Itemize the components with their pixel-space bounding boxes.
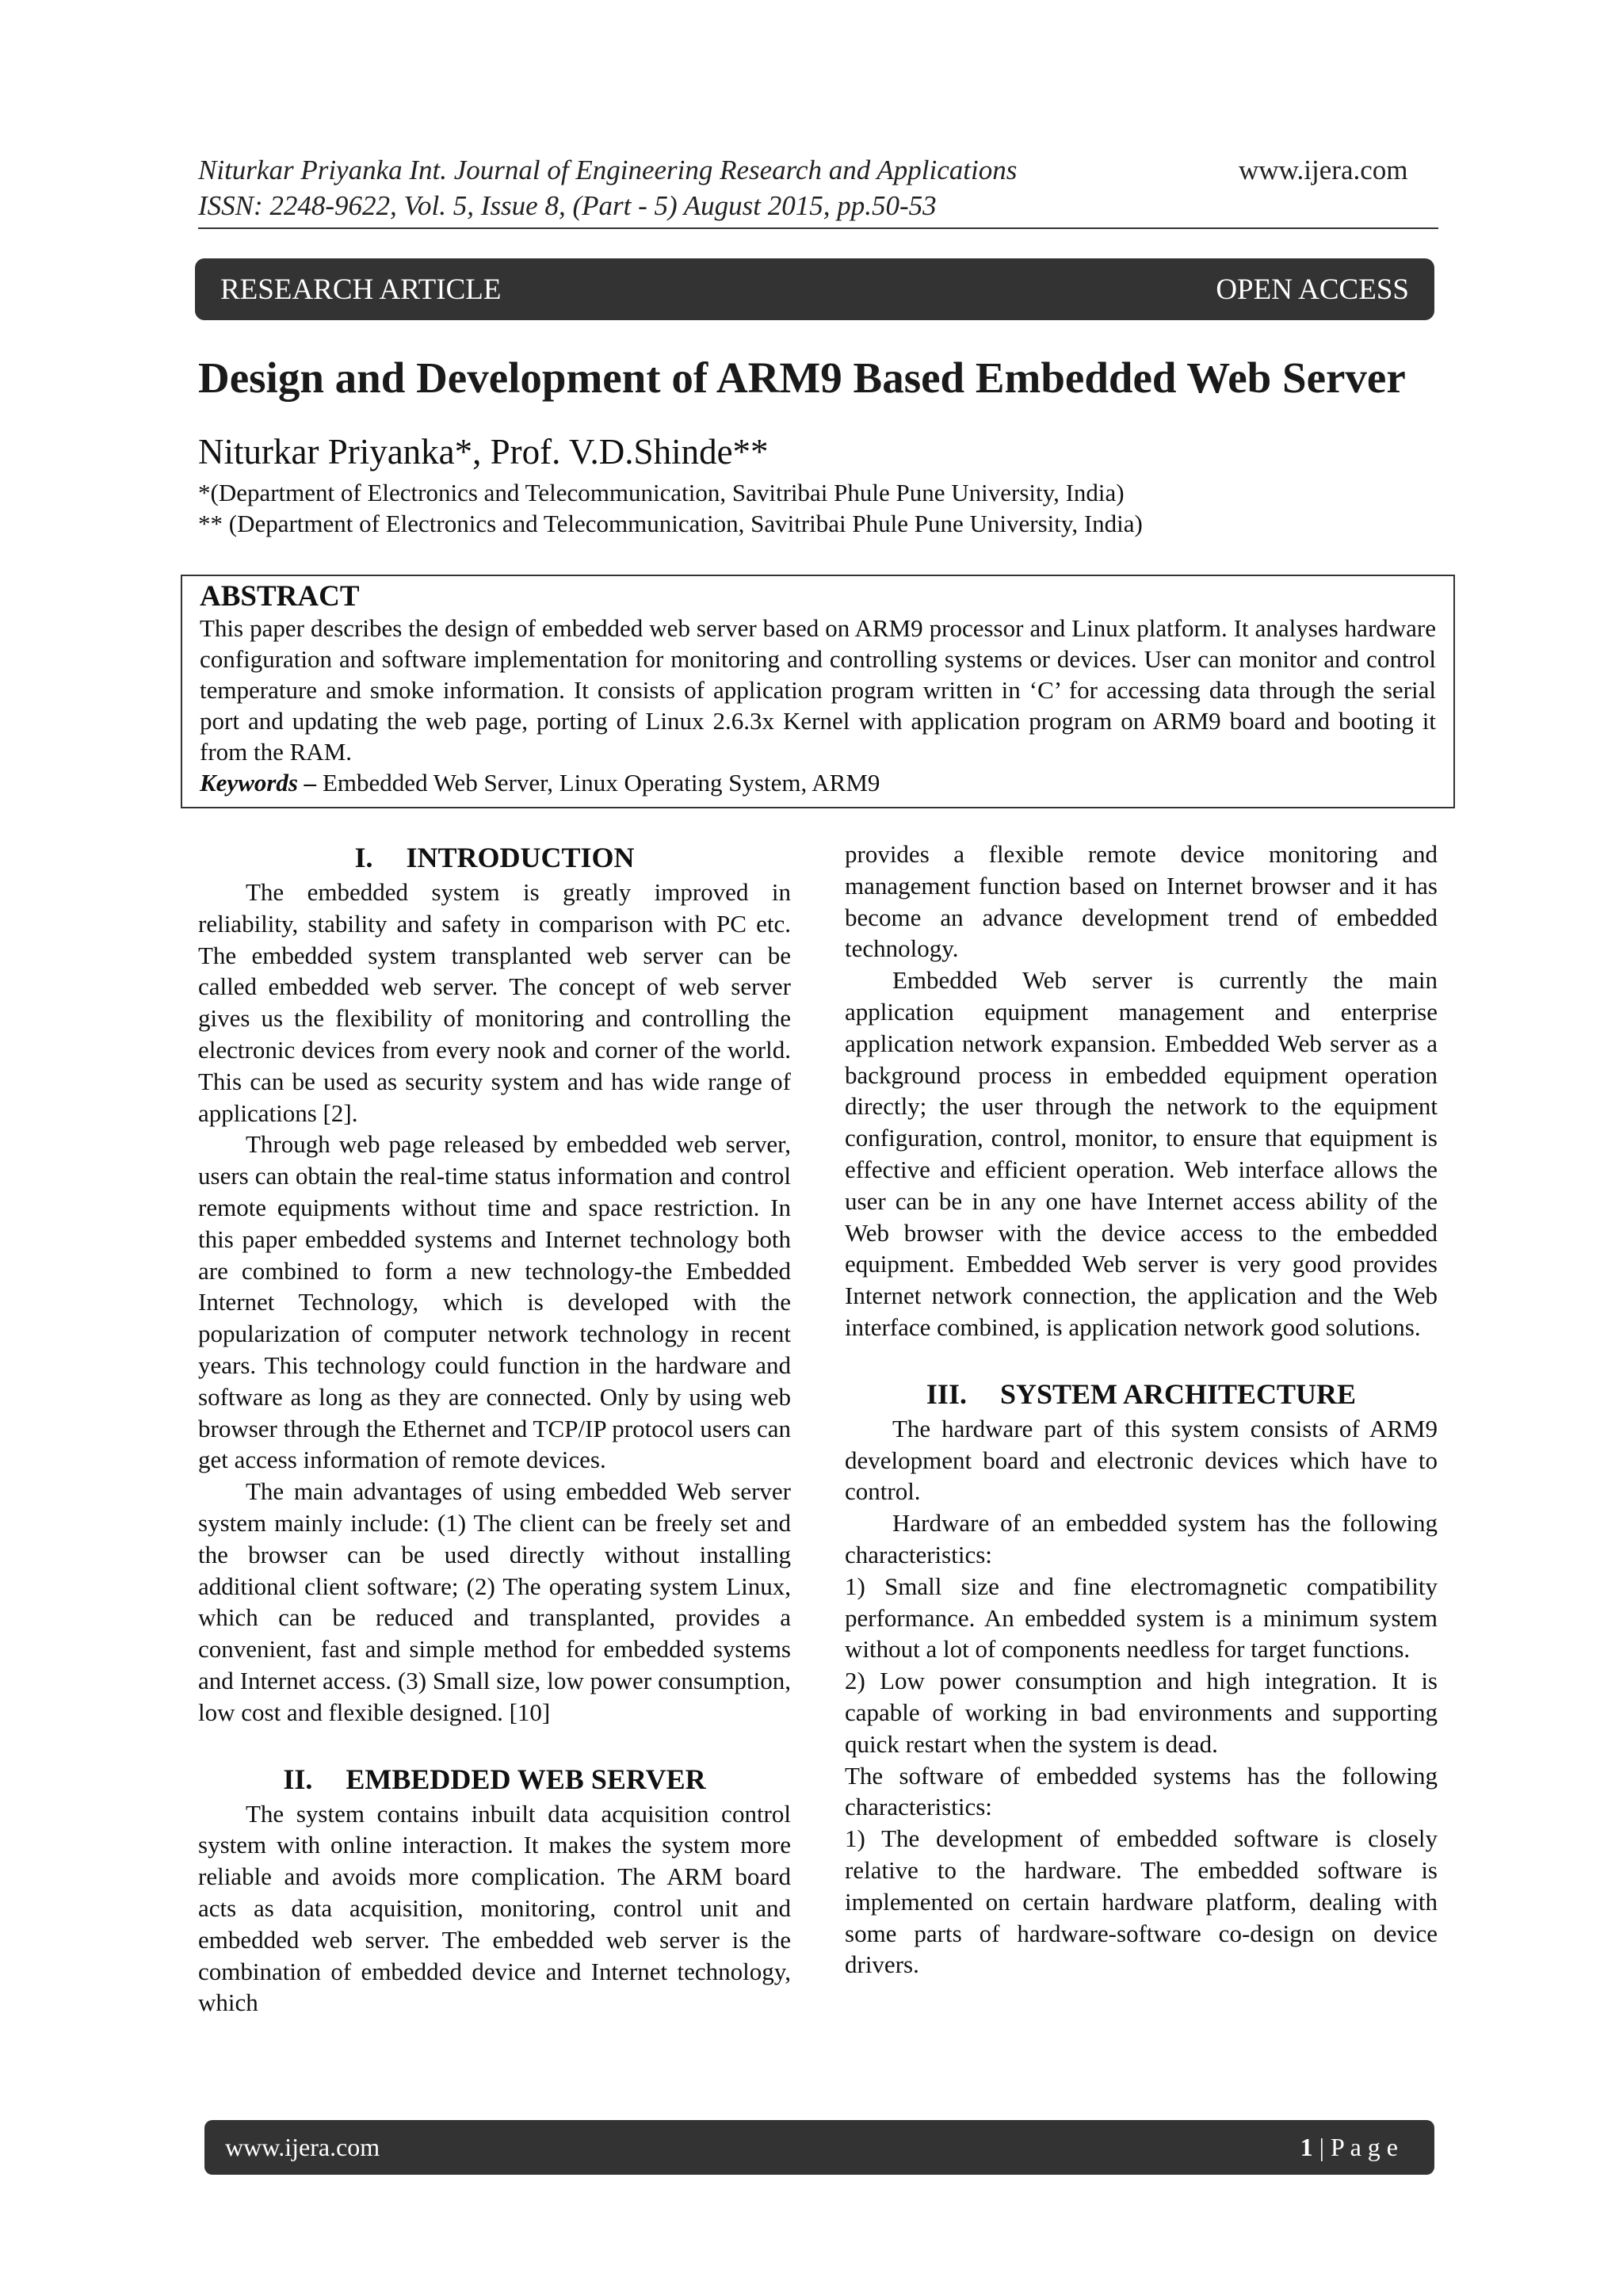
arch-paragraph-2: Hardware of an embedded system has the following characteristics: [845,1509,1438,1568]
abstract-box [181,575,1455,808]
paper-authors: Niturkar Priyanka*, Prof. V.D.Shinde** [198,432,769,472]
arch-paragraph-1: The hardware part of this system consists of ARM9 development board and electronic devices which have to control. [845,1414,1438,1506]
issn-line: ISSN: 2248-9622, Vol. 5, Issue 8, (Part - 5) August 2015, pp.50-53 [198,190,937,221]
intro-paragraph-2: Through web page released by embedded web server, users can obtain the real-time status information and control remote equipments without time and space restriction. In this paper embedded systems and Internet technology both are combined to form a new technology-the Embedded Internet Technology, which is developed with the popularization of computer network technology in recent years. This technology could function in the hardware and software as long as they are connected. Only by using web browser through the Ethernet and TCP/IP protocol users can get access information of remote devices. [198,1130,791,1474]
article-type-banner [195,258,1434,320]
section-number: I. [354,842,373,873]
banner-open-access: OPEN ACCESS [1216,273,1409,306]
section-spacer [845,1343,1438,1375]
section-spacer [198,1729,791,1760]
page-number: 1 [1300,2133,1313,2161]
section-title: INTRODUCTION [406,842,635,873]
section-number: II. [283,1763,313,1795]
section-title: EMBEDDED WEB SERVER [346,1763,706,1795]
intro-paragraph-3: The main advantages of using embedded Web server system mainly include: (1) The client can be freely set and the browser can be used directly without installing additional client software; (2) The operating system Linux, which can be reduced and transplanted, provides a convenient, fast and simple method for embedded systems and Internet access. (3) Small size, low power consumption, low cost and flexible designed. [10] [198,1477,791,1726]
abstract-text: This paper describes the design of embedded web server based on ARM9 processor and Linux platform. It analyses hardware configuration and software implementation for monitoring and controlling systems or devices. User can monitor and control temperature and smoke information. It consists of application program written in ‘C’ for accessing data through the serial port and updating the web page, porting of Linux 2.6.3x Kernel with application program on ARM9 board and booting it from the RAM. [200,614,1436,766]
section-title: SYSTEM ARCHITECTURE [999,1377,1357,1410]
header-website: www.ijera.com [1239,155,1408,185]
left-column [198,839,791,2019]
footer-website: www.ijera.com [225,2133,380,2161]
banner-research-article: RESEARCH ARTICLE [220,273,502,306]
running-header [198,152,1017,223]
abstract-heading: ABSTRACT [200,580,360,613]
server-paragraph-1: The system contains inbuilt data acquisition control system with online interaction. It makes the system more reliable and avoids more complication. The ARM board acts as data acquisition, monitoring, control unit and embedded web server. The embedded web server is the combination of embedded device and Internet technology, which [198,1799,791,2017]
affiliation-1: *(Department of Electronics and Telecommunication, Savitribai Phule Pune University, India) [198,479,1125,506]
page-label: | P a g e [1319,2133,1398,2161]
arch-paragraph-6: 1) The development of embedded software is closely relative to the hardware. The embedded software is implemented on certain hardware platform, dealing with some parts of hardware-software co-design on device drivers. [845,1824,1438,1979]
section-architecture-heading [845,1375,1438,1413]
intro-paragraph-1: The embedded system is greatly improved in reliability, stability and safety in comparison with PC etc. The embedded system transplanted web server can be called embedded web server. The concept of web server gives us the flexibility of monitoring and controlling the electronic devices from every nook and corner of the world. This can be used as security system and has wide range of applications [2]. [198,878,791,1127]
paper-title: Design and Development of ARM9 Based Embedded Web Server [198,353,1406,402]
server-paragraph-2: Embedded Web server is currently the main application equipment management and enterprise application network expansion. Embedded Web server as a background process in embedded equipment operation directly; the user through the network to the equipment configuration, control, monitor, to ensure that equipment is effective and efficient operation. Web interface allows the user can be in any one have Internet access ability of the Web browser with the device access to the embedded equipment. Embedded Web server is very good provides Internet network connection, the application and the Web interface combined, is application network good solutions. [845,966,1438,1341]
keywords-text: Embedded Web Server, Linux Operating System, ARM9 [323,769,880,797]
page-footer [204,2120,1434,2175]
server-paragraph-1-continued: provides a flexible remote device monitoring and management function based on Internet browser and it has become an advance development trend of embedded technology. [845,840,1438,963]
arch-paragraph-5: The software of embedded systems has the following characteristics: [845,1761,1438,1821]
section-web-server-heading [198,1760,791,1798]
right-column [845,839,1438,1981]
journal-line: Niturkar Priyanka Int. Journal of Engineering Research and Applications [198,155,1018,185]
section-number: III. [926,1377,967,1410]
footer-page-indicator [1300,2133,1398,2162]
affiliation-2: ** (Department of Electronics and Telecommunication, Savitribai Phule Pune University, India) [198,510,1143,537]
keywords-label: Keywords – [200,769,317,797]
keywords-line [200,767,1436,798]
arch-paragraph-3: 1) Small size and fine electromagnetic compatibility performance. An embedded system is a minimum system without a lot of components needless for target functions. [845,1572,1438,1664]
arch-paragraph-4: 2) Low power consumption and high integration. It is capable of working in bad environments and supporting quick restart when the system is dead. [845,1667,1438,1758]
header-divider [198,227,1438,229]
section-introduction-heading [198,839,791,877]
